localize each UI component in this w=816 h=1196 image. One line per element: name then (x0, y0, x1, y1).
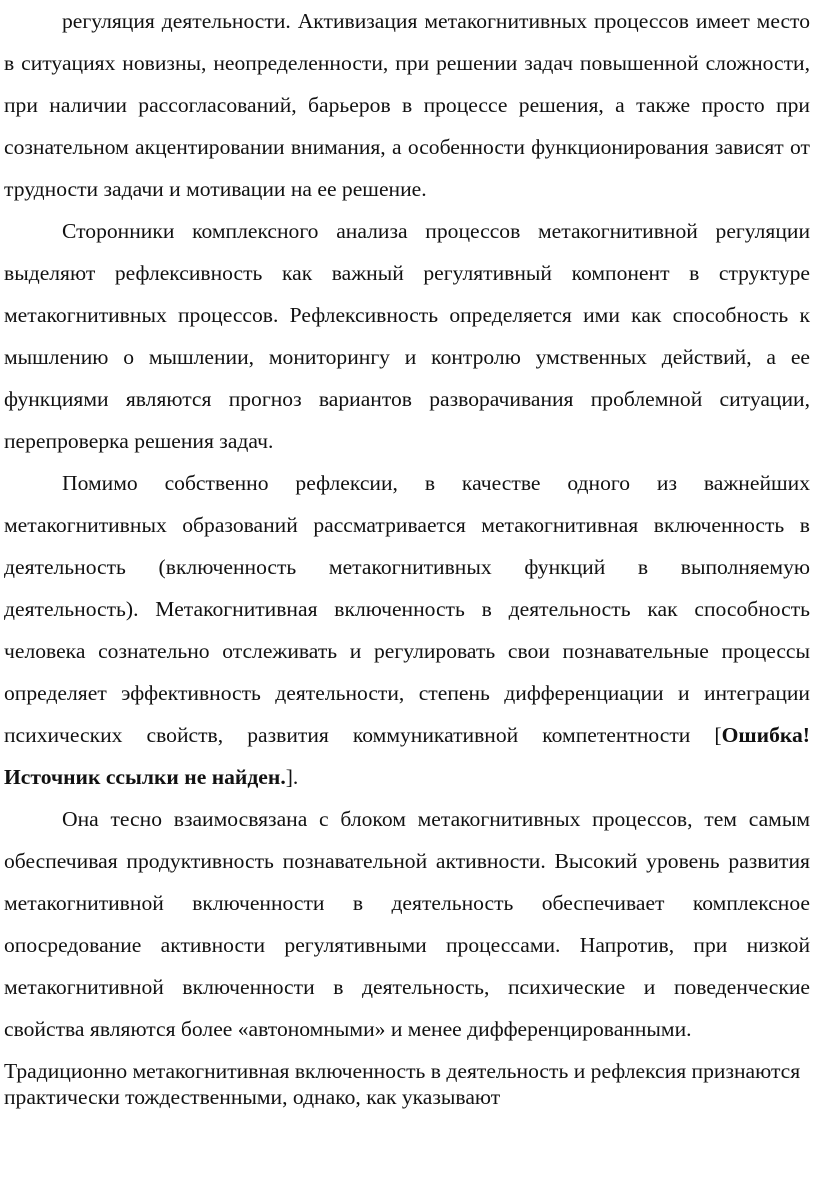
paragraph-3 (4, 462, 810, 798)
paragraph-3-text-after: ]. (285, 765, 299, 789)
paragraph-4: Она тесно взаимосвязана с блоком метакогнитивных процессов, тем самым обеспечивая продуктивность познавательной активности. Высокий уровень развития метакогнитивной включенности в деятельность обеспечивает комплексное опосредование активности регулятивными процессами. Напротив, при низкой метакогнитивной включенности в деятельность, психические и поведенческие свойства являются более «автономными» и менее дифференцированными. (4, 807, 810, 1041)
paragraph-1: регуляция деятельности. Активизация метакогнитивных процессов имеет место в ситуациях новизны, неопределенности, при решении задач повышенной сложности, при наличии рассогласований, барьеров в процессе решения, а также просто при сознательном акцентировании внимания, а особенности функционирования зависят от трудности задачи и мотивации на ее решение. (4, 9, 810, 201)
paragraph-2: Сторонники комплексного анализа процессов метакогнитивной регуляции выделяют рефлексивность как важный регулятивный компонент в структуре метакогнитивных процессов. Рефлексивность определяется ими как способность к мышлению о мышлении, мониторингу и контролю умственных действий, а ее функциями являются прогноз вариантов разворачивания проблемной ситуации, перепроверка решения задач. (4, 219, 810, 453)
paragraph-3-text-before: Помимо собственно рефлексии, в качестве одного из важнейших метакогнитивных образований рассматривается метакогнитивная включенность в деятельность (включенность метакогнитивных функций в выполняемую деятельность). Метакогнитивная включенность в деятельность как способность человека сознательно отслеживать и регулировать свои познавательные процессы определяет эффективность деятельности, степень дифференциации и интеграции психических свойств, развития коммуникативной компетентности [ (4, 471, 810, 747)
reference-error-text: Ошибка! Источник ссылки не найден. (4, 723, 810, 789)
paragraph-5: Традиционно метакогнитивная включенность в деятельность и рефлексия признаются практически тождественными, однако, как указывают (4, 1059, 801, 1109)
